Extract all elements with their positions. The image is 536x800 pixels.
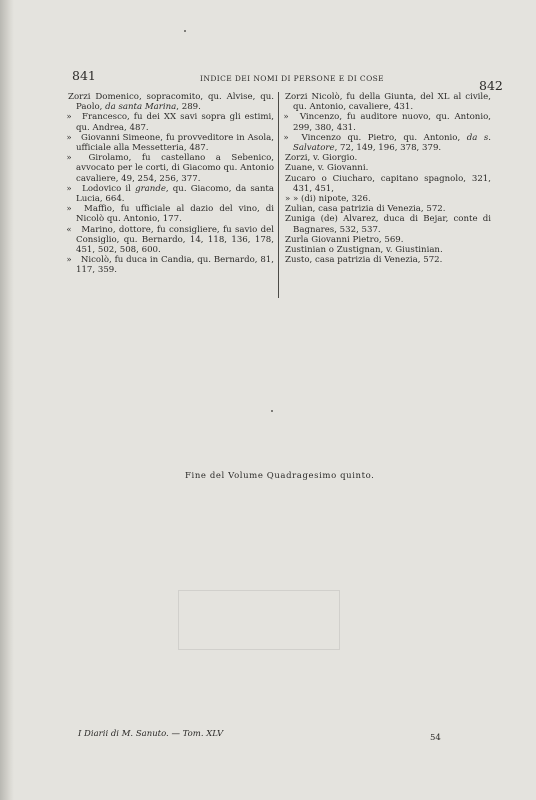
ditto-mark: » — [66, 132, 72, 143]
index-entry — [285, 204, 491, 214]
entry-italic-text: grande — [135, 183, 166, 194]
index-entry — [285, 255, 491, 265]
entry-text: Zorzi Domenico, sopracomito, qu. Alvise, qu. Paolo, — [68, 92, 274, 113]
page-number-right: 842 — [479, 78, 503, 93]
entry-text: Francesco, fu dei XX savi sopra gli estimi, qu. Andrea, 487. — [76, 112, 274, 133]
index-entry — [68, 225, 274, 256]
entry-text: , 72, 149, 196, 378, 379. — [334, 143, 442, 154]
index-entry — [285, 133, 491, 153]
ditto-mark: » — [66, 153, 72, 164]
column-divider — [278, 92, 279, 298]
index-entry — [285, 194, 491, 204]
entry-text: Zulian, casa patrizia di Venezia, 572. — [285, 204, 446, 215]
speck — [184, 30, 186, 32]
page-number-left: 841 — [72, 68, 96, 83]
index-entry — [285, 153, 491, 163]
entry-text: Zurla Giovanni Pietro, 569. — [285, 234, 404, 245]
ditto-mark: » — [283, 132, 289, 143]
entry-text: Marino, dottore, fu consigliere, fu savio del Consiglio, qu. Bernardo, 14, 118, 136, 178, 451, 502, 508, 600. — [76, 224, 275, 256]
entry-text: » » (di) nipote, 326. — [285, 194, 371, 205]
speck — [271, 410, 273, 412]
index-entry — [285, 235, 491, 245]
index-entry — [285, 214, 491, 234]
index-entry — [285, 92, 491, 112]
entry-text: Zuane, v. Giovanni. — [285, 163, 369, 174]
entry-text: , qu. Giacomo, da santa Lucia, 664. — [76, 183, 275, 205]
entry-text: Nicolò, fu duca in Candia, qu. Bernardo, 81, 117, 359. — [76, 255, 274, 276]
index-entry — [68, 204, 274, 224]
index-entry — [285, 245, 491, 255]
index-entry — [68, 153, 274, 184]
faint-stamp-mark — [178, 590, 340, 650]
entry-text: Girolamo, fu castellano a Sebenico, avvocato per le corti, di Giacomo qu. Antonio cavaliere, 49, 254, 256, 377. — [76, 153, 274, 184]
index-entry — [68, 133, 274, 153]
ditto-mark: » — [66, 255, 72, 266]
entry-text: Zorzi Nicolò, fu della Giunta, del XL al civile, qu. Antonio, cavaliere, 431. — [285, 92, 491, 113]
ditto-mark: » — [66, 112, 72, 123]
entry-text: Zustinian o Zustignan, v. Giustinian. — [285, 245, 443, 256]
footer-signature-number: 54 — [430, 733, 441, 743]
entry-italic-text: da s. Salvatore — [293, 132, 491, 154]
index-entry — [68, 92, 274, 112]
entry-text: Lodovico il — [82, 183, 136, 194]
ditto-mark: « — [66, 224, 72, 235]
entry-text: Vincenzo, fu auditore nuovo, qu. Antonio, 299, 380, 431. — [293, 112, 492, 133]
running-header-title: INDICE DEI NOMI DI PERSONE E DI COSE — [200, 74, 385, 83]
index-entry — [285, 163, 491, 173]
page-binding-edge — [0, 0, 14, 800]
index-entry — [68, 184, 274, 204]
ditto-mark: » — [283, 112, 289, 123]
entry-text: Zucaro o Ciucharo, capitano spagnolo, 321, 431, 451, — [285, 173, 491, 194]
ditto-mark: » — [66, 183, 72, 194]
entry-text: Zusto, casa patrizia di Venezia, 572. — [285, 255, 443, 266]
entry-italic-text: da santa Marina — [105, 102, 177, 113]
index-column-right — [285, 92, 491, 265]
ditto-mark: » — [66, 204, 72, 215]
index-column-left — [68, 92, 274, 276]
entry-text: Maffio, fu ufficiale al dazio del vino, di Nicolò qu. Antonio, 177. — [76, 204, 274, 225]
end-of-volume-note: Fine del Volume Quadragesimo quinto. — [185, 471, 375, 481]
entry-text: Zuniga (de) Alvarez, duca di Bejar, conte di Bagnares, 532, 537. — [285, 214, 491, 235]
entry-text: Zorzi, v. Giorgio. — [285, 153, 358, 164]
entry-text: Vincenzo qu. Pietro, qu. Antonio, — [301, 132, 467, 143]
entry-text: Giovanni Simeone, fu provveditore in Asola, ufficiale alla Messetteria, 487. — [76, 132, 274, 154]
footer-volume-title: I Diarii di M. Sanuto. — Tom. XLV — [78, 729, 224, 739]
entry-text: , 289. — [176, 102, 201, 113]
index-entry — [68, 112, 274, 132]
index-entry — [68, 255, 274, 275]
index-entry — [285, 174, 491, 194]
index-entry — [285, 112, 491, 132]
